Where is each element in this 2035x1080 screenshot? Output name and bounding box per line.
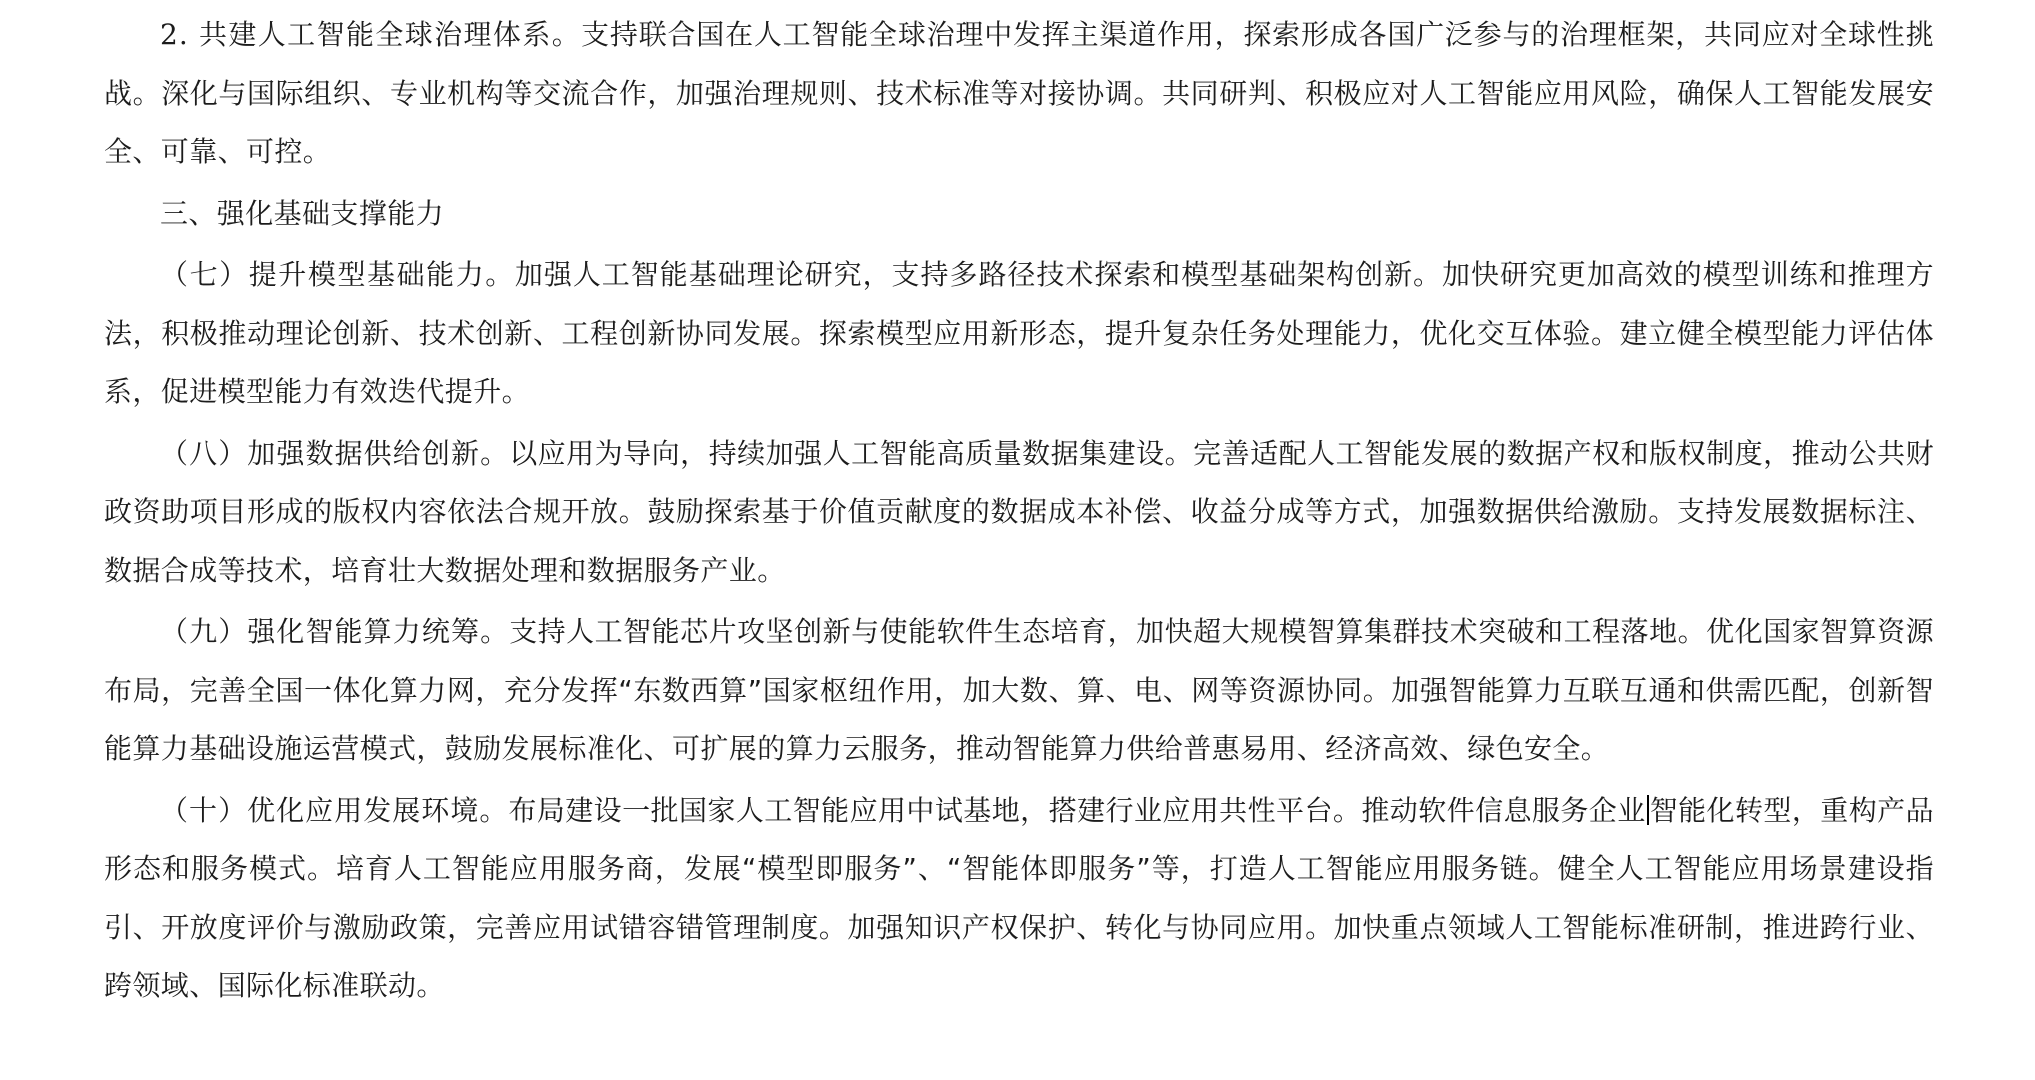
paragraph-model-capability[interactable] xyxy=(104,246,1934,422)
paragraph-text: 支持人工智能芯片攻坚创新与使能软件生态培育，加快超大规模智算集群技术突破和工程落地。优化国家智算资源布局，完善全国一体化算力网，充分发挥“东数西算”国家枢纽作用，加大数、算、电、网等资源协同。加强智能算力互联互通和供需匹配，创新智能算力基础设施运营模式，鼓励发展标准化、可扩展的算力云服务，推动智能算力供给普惠易用、经济高效、绿色安全。 xyxy=(104,615,1934,765)
text-cursor xyxy=(1647,795,1649,825)
paragraph-application-environment[interactable] xyxy=(104,782,1934,1016)
document-body[interactable] xyxy=(104,6,1934,1019)
section-heading: 三、强化基础支撑能力 xyxy=(160,196,445,230)
paragraph-text: 支持联合国在人工智能全球治理中发挥主渠道作用，探索形成各国广泛参与的治理框架，共同应对全球性挑战。深化与国际组织、专业机构等交流合作，加强治理规则、技术标准等对接协调。共同研判、积极应对人工智能应用风险，确保人工智能发展安全、可靠、可控。 xyxy=(104,18,1934,168)
paragraph-global-governance[interactable] xyxy=(104,6,1934,182)
paragraph-data-supply[interactable] xyxy=(104,425,1934,601)
paragraph-computing-power[interactable] xyxy=(104,603,1934,779)
paragraph-lead: （七）提升模型基础能力。 xyxy=(160,258,515,291)
paragraph-text: 以应用为导向，持续加强人工智能高质量数据集建设。完善适配人工智能发展的数据产权和版权制度，推动公共财政资助项目形成的版权内容依法合规开放。鼓励探索基于价值贡献度的数据成本补偿、收益分成等方式，加强数据供给激励。支持发展数据标注、数据合成等技术，培育壮大数据处理和数据服务产业。 xyxy=(104,436,1934,587)
paragraph-lead: （八）加强数据供给创新。 xyxy=(160,436,510,470)
paragraph-lead: 2. 共建人工智能全球治理体系。 xyxy=(160,18,582,51)
paragraph-lead: （十）优化应用发展环境。 xyxy=(160,793,509,827)
paragraph-text: 加强人工智能基础理论研究，支持多路径技术探索和模型基础架构创新。加快研究更加高效的模型训练和推理方法，积极推动理论创新、技术创新、工程创新协同发展。探索模型应用新形态，提升复杂任务处理能力，优化交互体验。建立健全模型能力评估体系，促进模型能力有效迭代提升。 xyxy=(104,258,1934,408)
paragraph-text: 布局建设一批国家人工智能应用中试基地，搭建行业应用共性平台。推动软件信息服务企业 xyxy=(508,793,1646,827)
paragraph-text: 智能化转型，重构产品形态和服务模式。培育人工智能应用服务商，发展“模型即服务”、“智能体即服务”等，打造人工智能应用服务链。健全人工智能应用场景建设指引、开放度评价与激励政策，完善应用试错容错管理制度。加强知识产权保护、转化与协同应用。加快重点领域人工智能标准研制，推进跨行业、跨领域、国际化标准联动。 xyxy=(104,793,1934,1002)
paragraph-lead: （九）强化智能算力统筹。 xyxy=(160,615,510,648)
